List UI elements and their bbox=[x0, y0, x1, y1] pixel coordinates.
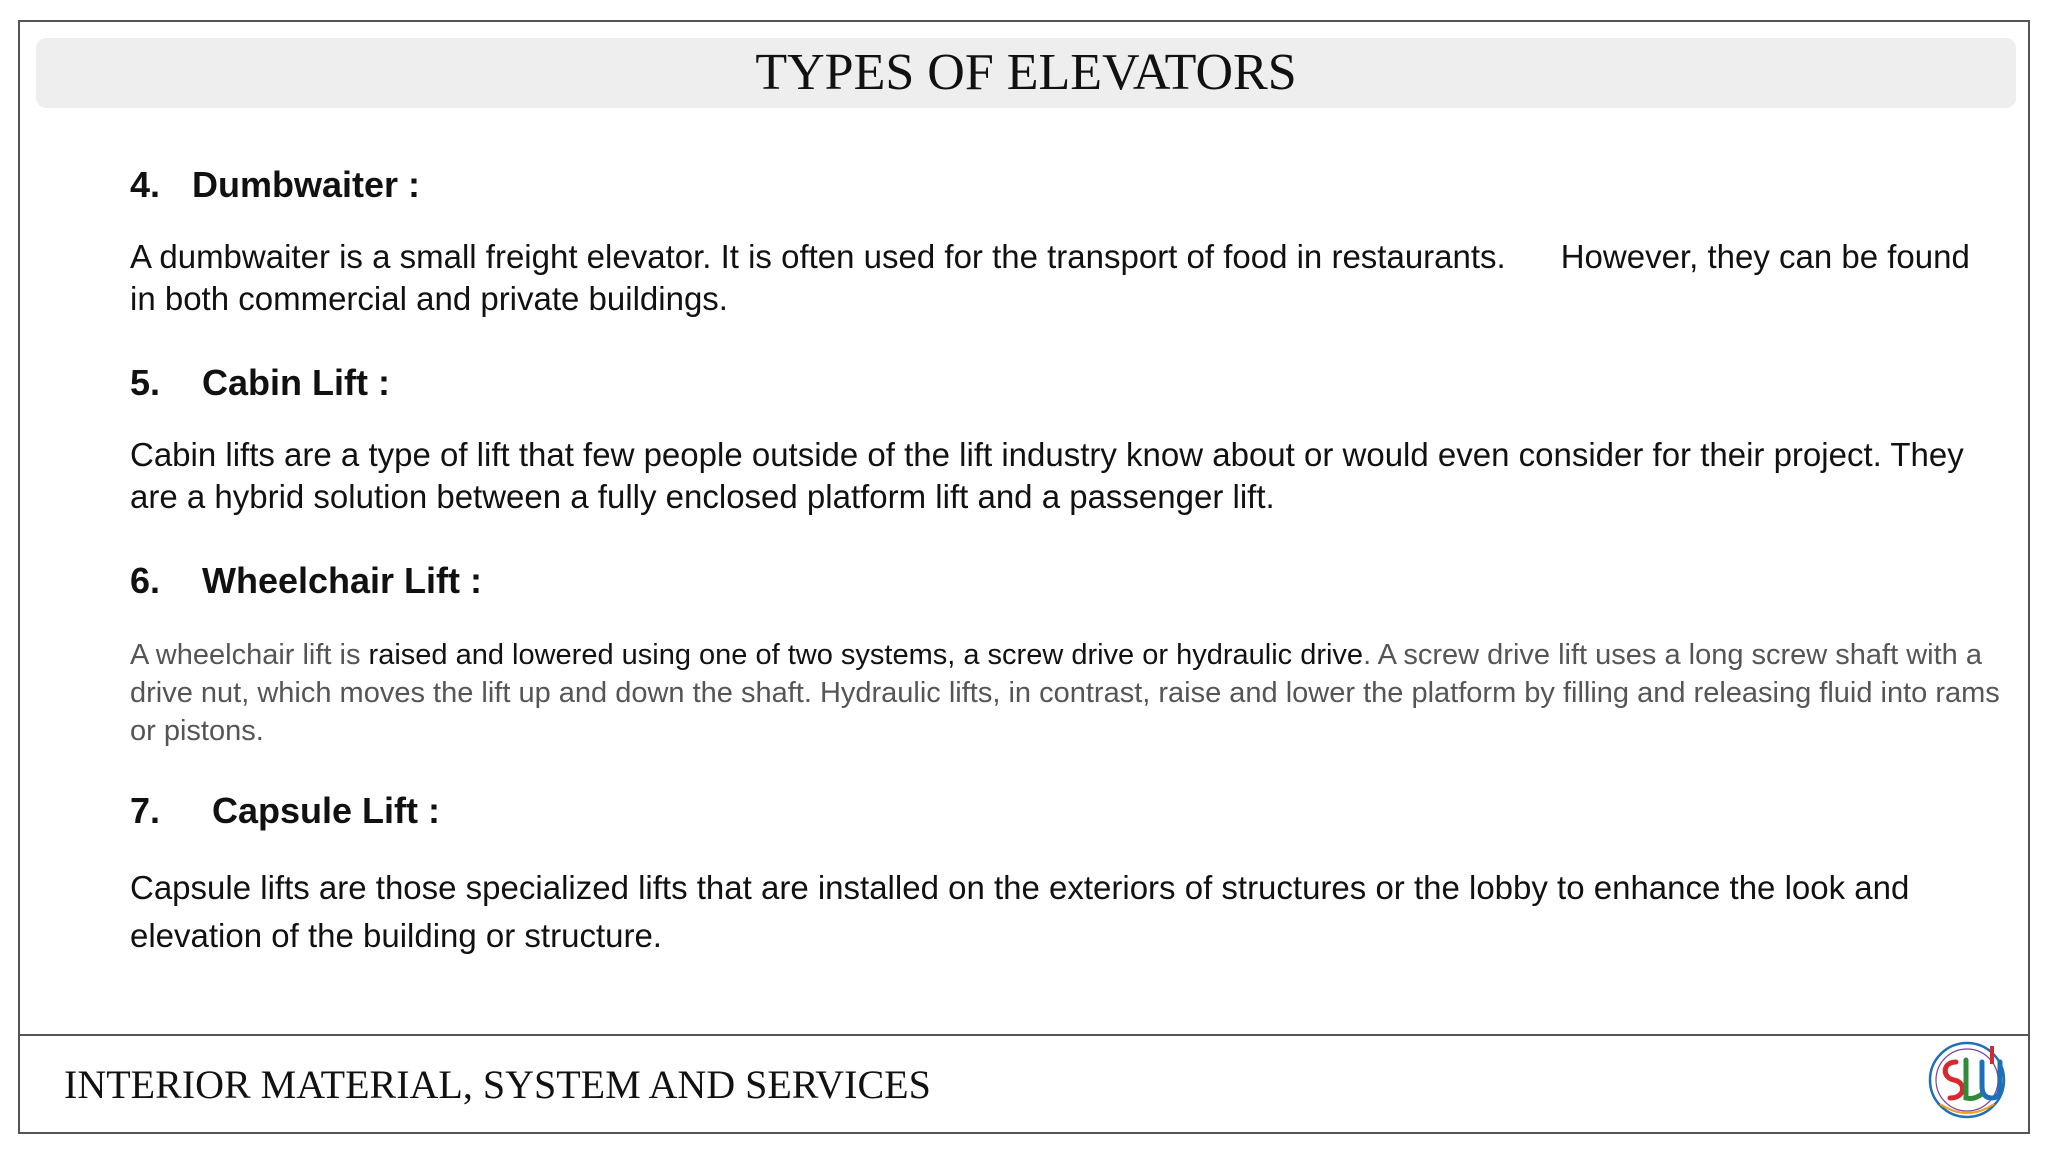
section-body-cabin-lift: Cabin lifts are a type of lift that few people outside of the lift industry know about or would even consider for their project. They are a hybrid solution between a fully enclosed platform lift and a passenger lift. bbox=[130, 436, 1964, 515]
footer-divider bbox=[20, 1034, 2028, 1036]
section-heading-cabin-lift bbox=[130, 352, 2000, 414]
section-body-dumbwaiter: A dumbwaiter is a small freight elevator. It is often used for the transport of food in restaurants. However, they can be found in both commercial and private buildings. bbox=[130, 238, 1979, 317]
title-bar bbox=[36, 38, 2016, 108]
section-title: Dumbwaiter : bbox=[192, 164, 421, 205]
section-heading-capsule-lift bbox=[130, 780, 2000, 842]
section-heading-dumbwaiter bbox=[130, 154, 2000, 216]
slide-title: TYPES OF ELEVATORS bbox=[755, 44, 1297, 101]
body-text: A wheelchair lift is bbox=[130, 639, 369, 671]
section-title: Cabin Lift : bbox=[202, 362, 390, 403]
slide-content bbox=[130, 130, 2000, 960]
footer-course-title: INTERIOR MATERIAL, SYSTEM AND SERVICES bbox=[64, 1062, 931, 1107]
body-text-emphasis: raised and lowered using one of two systems, a screw drive or hydraulic drive bbox=[368, 639, 1364, 671]
section-title: Capsule Lift : bbox=[212, 790, 441, 831]
section-number: 5. bbox=[130, 362, 161, 403]
section-heading-wheelchair-lift bbox=[130, 550, 2000, 612]
body-text: . A screw drive lift uses a long screw shaft with a drive nut, which moves the lift up and down the shaft. Hydraulic lifts, in contrast, raise and lower the platform by filling and releasing fluid into rams or pistons. bbox=[130, 639, 2000, 747]
section-number: 7. bbox=[130, 790, 161, 831]
section-number: 4. bbox=[130, 164, 161, 205]
section-title: Wheelchair Lift : bbox=[202, 560, 483, 601]
section-body-wheelchair-lift bbox=[130, 636, 2000, 750]
university-logo-icon bbox=[1922, 1040, 2012, 1126]
section-body-capsule-lift: Capsule lifts are those specialized lifts that are installed on the exteriors of structures or the lobby to enhance the look and elevation of the building or structure. bbox=[130, 869, 1910, 954]
section-number: 6. bbox=[130, 560, 161, 601]
